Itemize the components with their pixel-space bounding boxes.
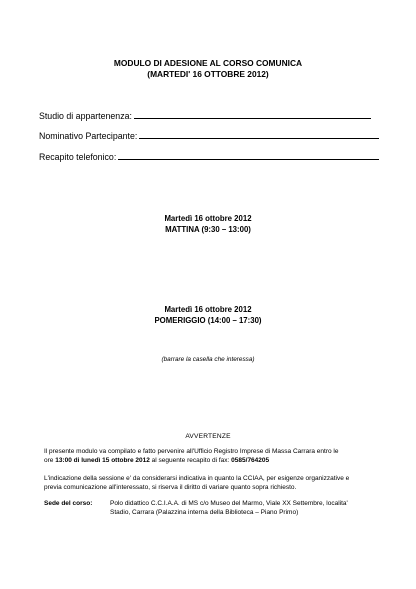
fax-prefix: al seguente recapito di fax: <box>149 457 232 464</box>
fax-number: 0585/764205 <box>231 457 270 464</box>
afternoon-session-time: POMERIGGIO (14:00 – 17:30) <box>154 316 262 325</box>
form-subtitle: (MARTEDI' 16 OTTOBRE 2012) <box>147 69 269 79</box>
nominativo-input-line[interactable] <box>139 130 379 139</box>
recapito-input-line[interactable] <box>118 151 379 160</box>
afternoon-session-date: Martedì 16 ottobre 2012 <box>164 305 252 314</box>
warnings-title: AVVERTENZE <box>185 433 231 440</box>
form-title: MODULO DI ADESIONE AL CORSO COMUNICA <box>113 58 303 68</box>
warnings-p2-line2: previa comunicazione all'interessato, si riserva il diritto di variare quanto sopra richiesto. <box>44 484 297 491</box>
deadline-prefix: ore <box>44 457 56 464</box>
warnings-p1-line2 <box>44 456 382 465</box>
selection-note: (barrare la casella che interessa) <box>161 356 255 363</box>
sede-address <box>110 499 370 517</box>
studio-input-line[interactable] <box>134 110 371 119</box>
warnings-p1-line1: Il presente modulo va compilato e fatto pervenire all'Ufficio Registro Imprese di Massa Carrara entro le <box>44 448 339 455</box>
warnings-paragraph-1 <box>44 447 382 465</box>
deadline-date: 13:00 di lunedì 15 ottobre 2012 <box>55 457 150 464</box>
morning-session-time: MATTINA (9:30 – 13:00) <box>165 225 251 234</box>
recapito-field[interactable] <box>39 151 379 163</box>
recapito-label: Recapito telefonico: <box>39 152 117 162</box>
warnings-paragraph-2 <box>44 474 382 492</box>
nominativo-field[interactable] <box>39 130 379 142</box>
studio-label: Studio di appartenenza: <box>39 111 132 121</box>
sede-line2: Stadio, Carrara (Palazzina interna della Biblioteca – Piano Primo) <box>110 509 299 516</box>
sede-line1: Polo didattico C.C.I.A.A. di MS c/o Museo del Marmo, Viale XX Settembre, localita' <box>110 500 348 507</box>
warnings-p2-line1: L'indicazione della sessione e' da considerarsi indicativa in quanto la CCIAA, per esigenze organizzative e <box>44 475 350 482</box>
nominativo-label: Nominativo Partecipante: <box>39 131 138 141</box>
studio-field[interactable] <box>39 110 371 122</box>
sede-label: Sede del corso: <box>44 500 93 507</box>
morning-session-date: Martedì 16 ottobre 2012 <box>164 214 252 223</box>
